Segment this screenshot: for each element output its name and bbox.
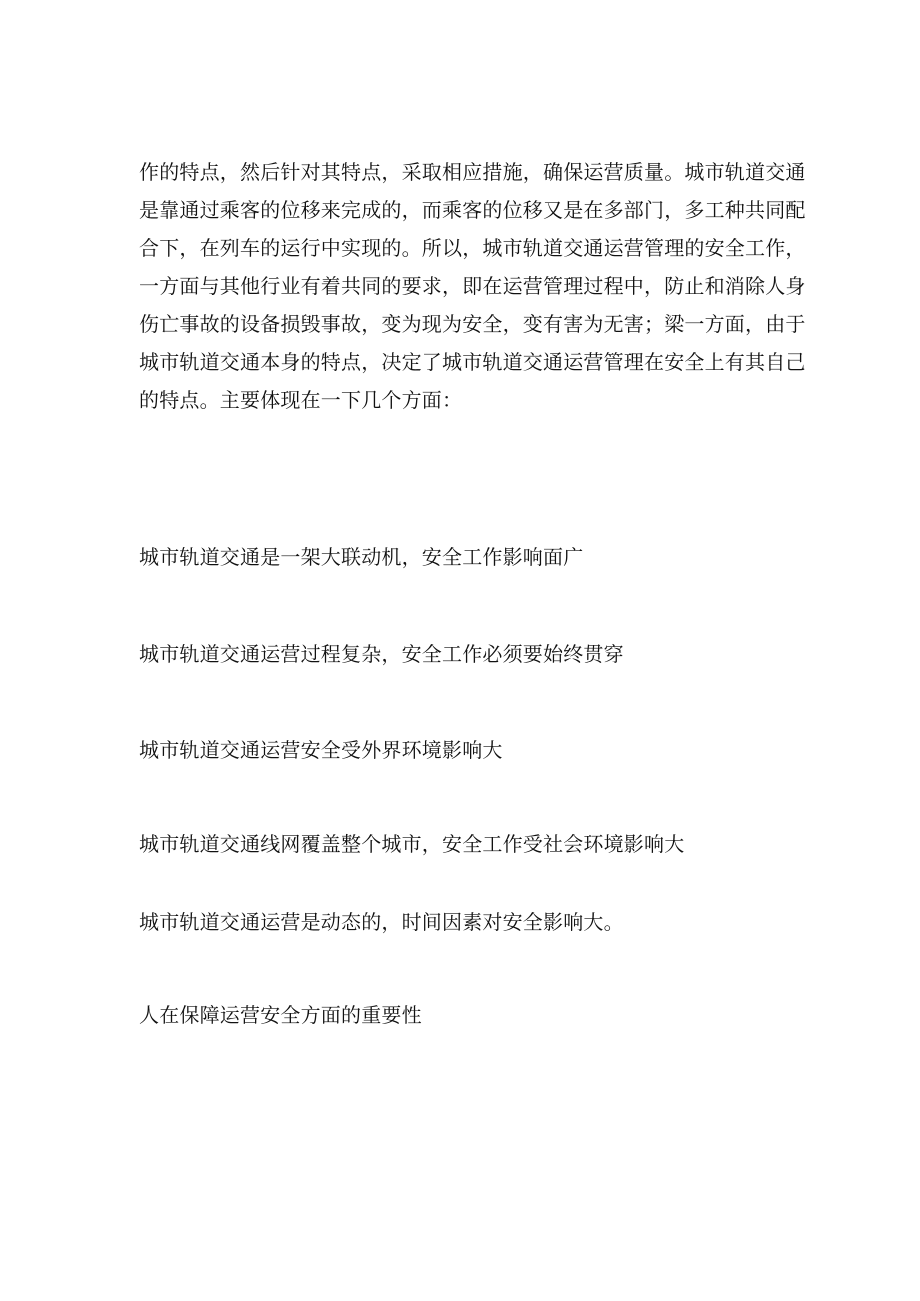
paragraph-line: 城市轨道交通本身的特点，决定了城市轨道交通运营管理在安全上有其自己 (139, 350, 806, 374)
point-item-5: 城市轨道交通运营是动态的，时间因素对安全影响大。 (139, 910, 624, 934)
point-item-3: 城市轨道交通运营安全受外界环境影响大 (139, 738, 503, 762)
paragraph-line: 合下，在列车的运行中实现的。所以，城市轨道交通运营管理的安全工作， (139, 236, 806, 260)
paragraph-line: 的特点。主要体现在一下几个方面： (139, 388, 463, 412)
paragraph-line: 一方面与其他行业有着共同的要求，即在运营管理过程中，防止和消除人身 (139, 274, 806, 298)
body-paragraph (139, 153, 806, 419)
point-item-6: 人在保障运营安全方面的重要性 (139, 1003, 422, 1027)
paragraph-line: 作的特点，然后针对其特点，采取相应措施，确保运营质量。城市轨道交通 (139, 160, 806, 184)
paragraph-line: 伤亡事故的设备损毁事故，变为现为安全，变有害为无害；梁一方面，由于 (139, 312, 806, 336)
point-item-2: 城市轨道交通运营过程复杂，安全工作必须要始终贯穿 (139, 642, 624, 666)
point-item-1: 城市轨道交通是一架大联动机，安全工作影响面广 (139, 545, 584, 569)
point-item-4: 城市轨道交通线网覆盖整个城市，安全工作受社会环境影响大 (139, 832, 685, 856)
paragraph-line: 是靠通过乘客的位移来完成的，而乘客的位移又是在多部门，多工种共同配 (139, 198, 806, 222)
